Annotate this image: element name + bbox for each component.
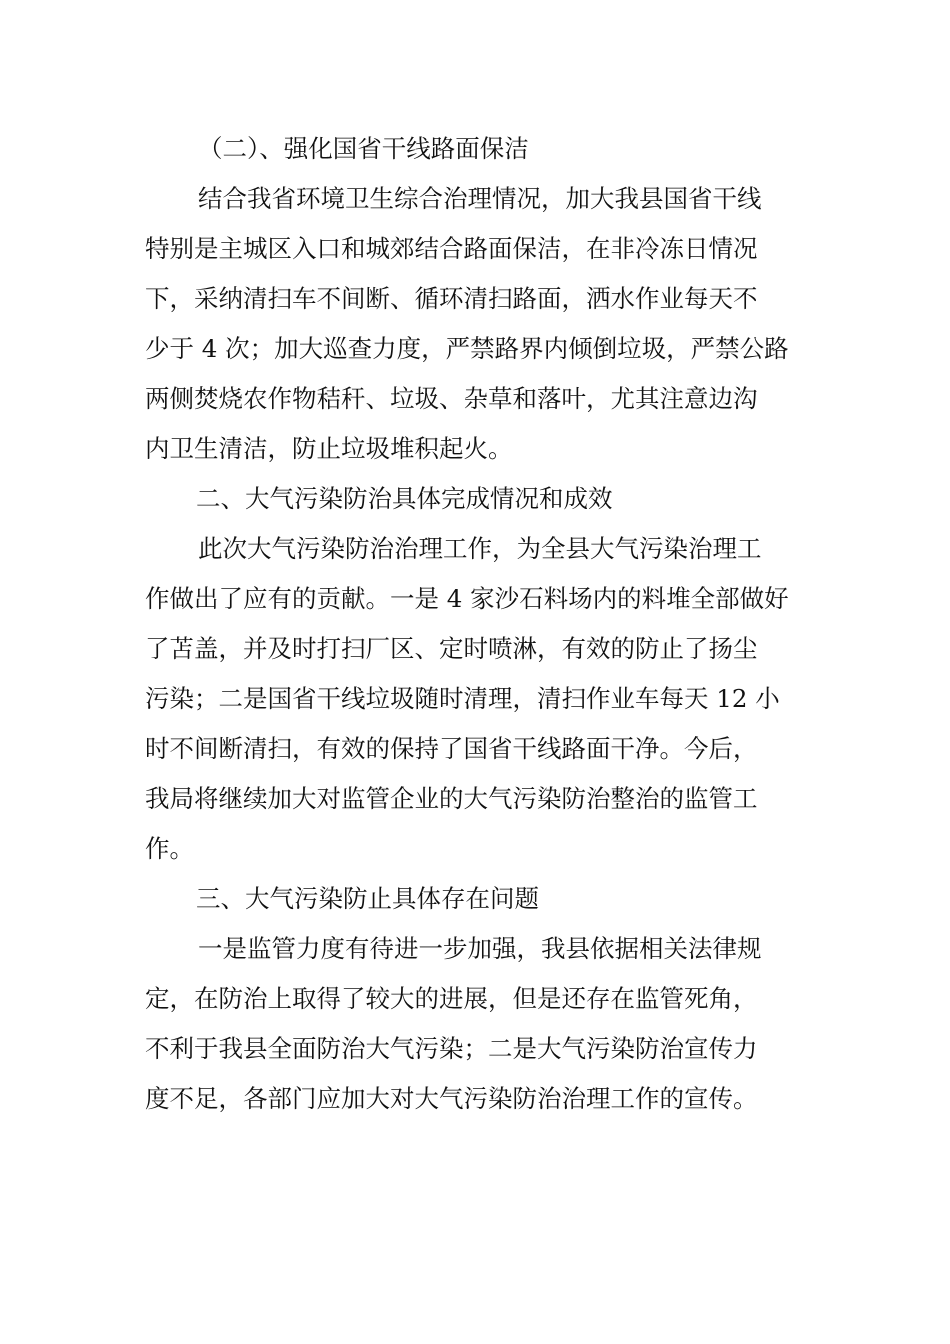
paragraph-line: 时不间断清扫，有效的保持了国省干线路面干净。今后， — [145, 734, 758, 763]
paragraph-line: 两侧焚烧农作物秸秆、垃圾、杂草和落叶，尤其注意边沟 — [145, 384, 758, 413]
section-heading-problems: 三、大气污染防止具体存在问题 — [196, 884, 539, 913]
paragraph-line: 此次大气污染防治治理工作，为全县大气污染治理工 — [198, 534, 762, 563]
paragraph-line: 我局将继续加大对监管企业的大气污染防治整治的监管工 — [145, 784, 758, 813]
paragraph-line: 内卫生清洁，防止垃圾堆积起火。 — [145, 434, 513, 463]
paragraph-line: 下，采纳清扫车不间断、循环清扫路面，洒水作业每天不 — [145, 284, 758, 313]
paragraph-line: 少于 4 次；加大巡查力度，严禁路界内倾倒垃圾，严禁公路 — [145, 334, 789, 363]
paragraph-line: 了苫盖，并及时打扫厂区、定时喷淋，有效的防止了扬尘 — [145, 634, 758, 663]
paragraph-line: 作做出了应有的贡献。一是 4 家沙石料场内的料堆全部做好 — [145, 584, 789, 613]
paragraph-line: 特别是主城区入口和城郊结合路面保洁，在非冷冻日情况 — [145, 234, 758, 263]
paragraph-line: 不利于我县全面防治大气污染；二是大气污染防治宣传力 — [145, 1034, 758, 1063]
paragraph-line: 作。 — [145, 834, 194, 863]
section-heading-results: 二、大气污染防治具体完成情况和成效 — [196, 484, 613, 513]
paragraph-line: 污染；二是国省干线垃圾随时清理，清扫作业车每天 12 小 — [145, 684, 780, 713]
paragraph-line: 度不足，各部门应加大对大气污染防治治理工作的宣传。 — [145, 1084, 758, 1113]
paragraph-line: 一是监管力度有待进一步加强，我县依据相关法律规 — [198, 934, 762, 963]
paragraph-line: 定，在防治上取得了较大的进展，但是还存在监管死角， — [145, 984, 758, 1013]
paragraph-line: 结合我省环境卫生综合治理情况，加大我县国省干线 — [198, 184, 762, 213]
subsection-heading-road-cleaning: （二）、强化国省干线路面保洁 — [198, 134, 529, 163]
